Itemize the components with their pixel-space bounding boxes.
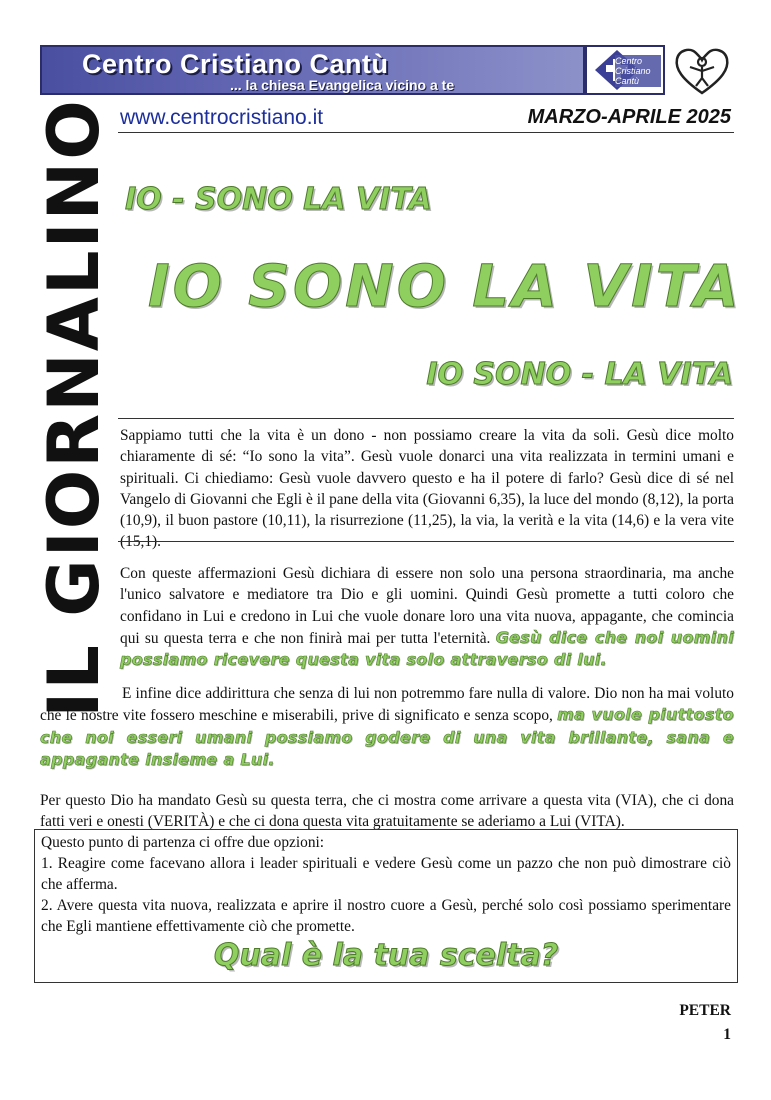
paragraph-intro: Sappiamo tutti che la vita è un dono - non possiamo creare la vita da soli. Gesù dice molto chiaramente di sé: “Io sono la vita”. Gesù vuole donarci una vita realizzata in termini umani e spirituali. Ci chiediamo: Gesù vuole davvero questo e ha il potere di farlo? Gesù dice di sé nel Vangelo di Giovanni che Egli è il pane della vita (Giovanni 6,35), la luce del mondo (8,12), la porta (10,9), il buon pastore (10,11), la risurrezione (11,25), la via, la verità e la vita (14,6) e la vera vite (15,1). <box>120 427 734 551</box>
choice-option-2: 2. Avere questa vita nuova, realizzata e aprire il nostro cuore a Gesù, perché solo così possiamo sperimentare che Egli mantiene effettivamente ciò che promette. <box>41 897 731 935</box>
paragraph-text: E infine dice addirittura che senza di lui non potremmo fare nulla di valore. Dio non ha mai voluto che le nostre vite fossero meschine e miserabili, prive di significato e senza scopo, <box>40 685 734 725</box>
paragraph-text: Con queste affermazioni Gesù dichiara di essere non solo una persona straordinaria, ma anche l'unico salvatore e mediatore tra Dio e gli uomini. Quindi Gesù promette a tutti coloro che confidano in Lui e credono in Lui che vuole donare loro una vita nuova, appagante, che comincia qui su questa terra e che non finirà mai per tutta l'eternità. <box>120 565 734 647</box>
divider <box>118 541 734 542</box>
site-subtitle: ... la chiesa Evangelica vicino a te <box>230 77 455 93</box>
paragraph-affirmations <box>120 563 734 671</box>
choice-intro: Questo punto di partenza ci offre due opzioni: <box>41 834 325 851</box>
website-link[interactable]: www.centrocristiano.it <box>120 106 324 129</box>
paragraph-purpose <box>40 683 734 771</box>
choice-question: Qual è la tua scelta? <box>213 938 559 973</box>
highlight-text: ma vuole piuttosto che noi esseri umani possiamo godere di una vita brillante, sana e appagante insieme a Lui. <box>40 705 734 769</box>
choice-box <box>34 829 738 983</box>
logo-text-line-3: Cantù <box>615 76 640 86</box>
page-number: 1 <box>723 1026 731 1043</box>
site-title: Centro Cristiano Cantù <box>82 49 389 79</box>
newsletter-vertical-title <box>33 97 115 718</box>
header-banner <box>40 45 585 95</box>
highlight-text: Gesù dice che noi uomini possiamo ricevere questa vita solo attraverso di lui. <box>120 627 734 670</box>
heading-main: IO SONO LA VITA <box>148 252 742 320</box>
heart-person-icon <box>672 45 732 97</box>
choice-option-1: 1. Reagire come facevano allora i leader spirituali e vedere Gesù come un pazzo che non può dimostrare ciò che afferma. <box>41 855 731 893</box>
author-name: PETER <box>679 1002 731 1019</box>
heading-small-1: IO - SONO LA VITA <box>125 182 432 217</box>
church-logo <box>585 45 665 95</box>
heading-small-2: IO SONO - LA VITA <box>426 357 733 392</box>
divider <box>118 418 734 419</box>
logo-text-line-1: Centro <box>615 56 643 66</box>
newsletter-name: IL GIORNALINO <box>33 97 115 718</box>
divider <box>118 132 734 133</box>
logo-text-line-2: Cristiano <box>615 66 651 76</box>
issue-date: MARZO-APRILE 2025 <box>527 106 731 128</box>
paragraph-mission: Per questo Dio ha mandato Gesù su questa terra, che ci mostra come arrivare a questa vita (VIA), che ci dona fatti veri e onesti (VERITÀ) e che ci dona questa vita gratuitamente se aderiamo a Lui (VITA). <box>40 792 734 831</box>
